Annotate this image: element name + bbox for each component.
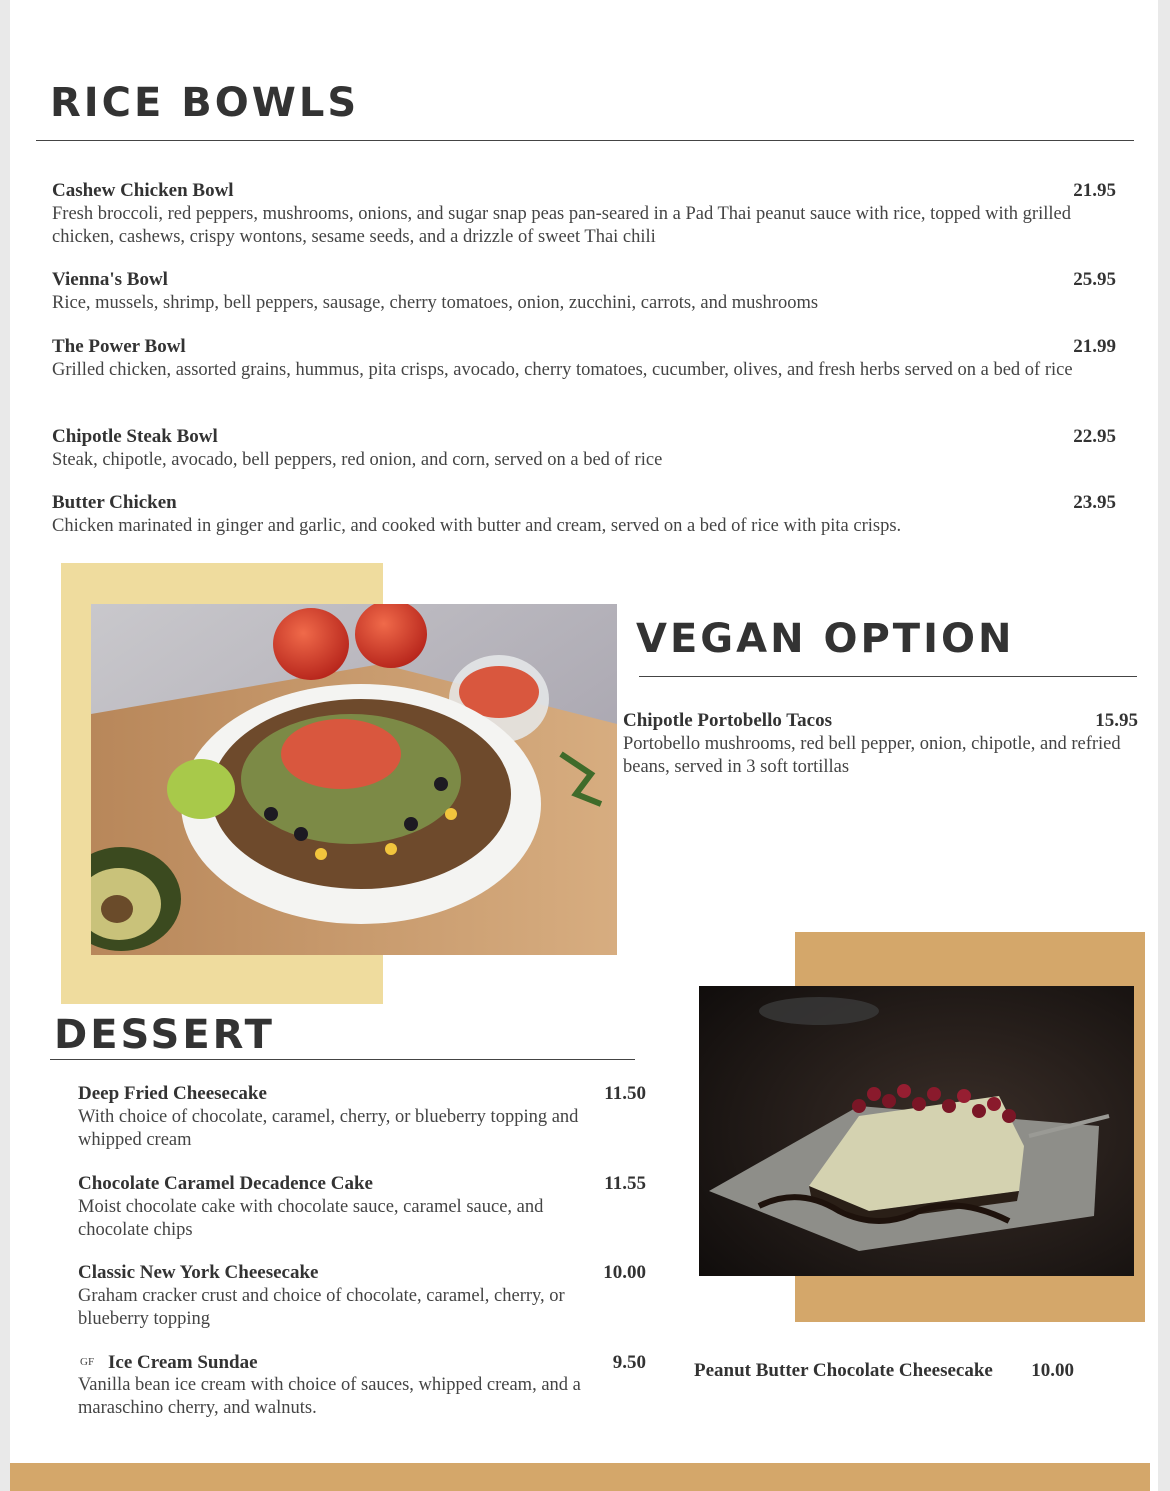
dessert-rule	[50, 1059, 635, 1060]
item-description: With choice of chocolate, caramel, cherry, or blueberry topping and whipped cream	[78, 1107, 579, 1150]
item-price: 21.99	[1073, 336, 1116, 357]
footer-bar	[10, 1463, 1150, 1491]
item-price: 11.55	[604, 1173, 646, 1194]
gluten-free-badge: GF	[80, 1356, 95, 1368]
rice-bowls-rule	[36, 140, 1134, 141]
burrito-bowl-photo	[91, 604, 617, 955]
item-name: Deep Fried Cheesecake	[78, 1083, 267, 1104]
item-description: Grilled chicken, assorted grains, hummus, pita crisps, avocado, cherry tomatoes, cucumber, olives, and fresh herbs served on a bed of rice	[52, 360, 1073, 380]
cheesecake-illustration	[699, 986, 1134, 1276]
item-name: Chipotle Portobello Tacos	[623, 710, 833, 731]
vegan-option-rule	[639, 676, 1137, 677]
cheesecake-photo	[699, 986, 1134, 1276]
item-price: 10.00	[603, 1262, 646, 1283]
item-name: Chipotle Steak Bowl	[52, 426, 218, 447]
rice-bowls-heading: RICE BOWLS	[50, 80, 360, 126]
item-price: 11.50	[604, 1083, 646, 1104]
item-name: Ice Cream Sundae	[108, 1352, 258, 1373]
item-name: Butter Chicken	[52, 492, 177, 513]
item-price: 10.00	[1031, 1360, 1074, 1381]
item-price: 15.95	[1095, 710, 1138, 731]
dessert-heading: DESSERT	[54, 1012, 275, 1058]
page-edge-right	[1158, 0, 1170, 1491]
item-description: Graham cracker crust and choice of chocolate, caramel, cherry, or blueberry topping	[78, 1286, 565, 1329]
page-edge-left	[0, 0, 10, 1491]
item-description: Rice, mussels, shrimp, bell peppers, sausage, cherry tomatoes, onion, zucchini, carrots, and mushrooms	[52, 293, 819, 313]
item-name: Classic New York Cheesecake	[78, 1262, 319, 1283]
item-price: 23.95	[1073, 492, 1116, 513]
item-name: Chocolate Caramel Decadence Cake	[78, 1173, 373, 1194]
item-price: 21.95	[1073, 180, 1116, 201]
item-description: Chicken marinated in ginger and garlic, and cooked with butter and cream, served on a bed of rice with pita crisps.	[52, 516, 902, 536]
item-description: Vanilla bean ice cream with choice of sauces, whipped cream, and a maraschino cherry, and walnuts.	[78, 1375, 581, 1418]
item-description: Moist chocolate cake with chocolate sauce, caramel sauce, and chocolate chips	[78, 1197, 544, 1240]
vegan-option-heading: VEGAN OPTION	[636, 616, 1015, 662]
item-name: Vienna's Bowl	[52, 269, 168, 290]
item-price: 22.95	[1073, 426, 1116, 447]
item-name: The Power Bowl	[52, 336, 186, 357]
item-description: Steak, chipotle, avocado, bell peppers, red onion, and corn, served on a bed of rice	[52, 450, 663, 470]
item-price: 9.50	[612, 1352, 646, 1373]
burrito-bowl-illustration	[91, 604, 617, 955]
item-price: 25.95	[1073, 269, 1116, 290]
item-description: Portobello mushrooms, red bell pepper, onion, chipotle, and refried beans, served in 3 soft tortillas	[623, 734, 1121, 777]
item-description: Fresh broccoli, red peppers, mushrooms, onions, and sugar snap peas pan-seared in a Pad Thai peanut sauce with rice, topped with grilled chicken, cashews, crispy wontons, sesame seeds, and a drizzle of sweet Thai chili	[52, 204, 1071, 247]
item-name: Cashew Chicken Bowl	[52, 180, 234, 201]
item-name: Peanut Butter Chocolate Cheesecake	[694, 1360, 993, 1381]
